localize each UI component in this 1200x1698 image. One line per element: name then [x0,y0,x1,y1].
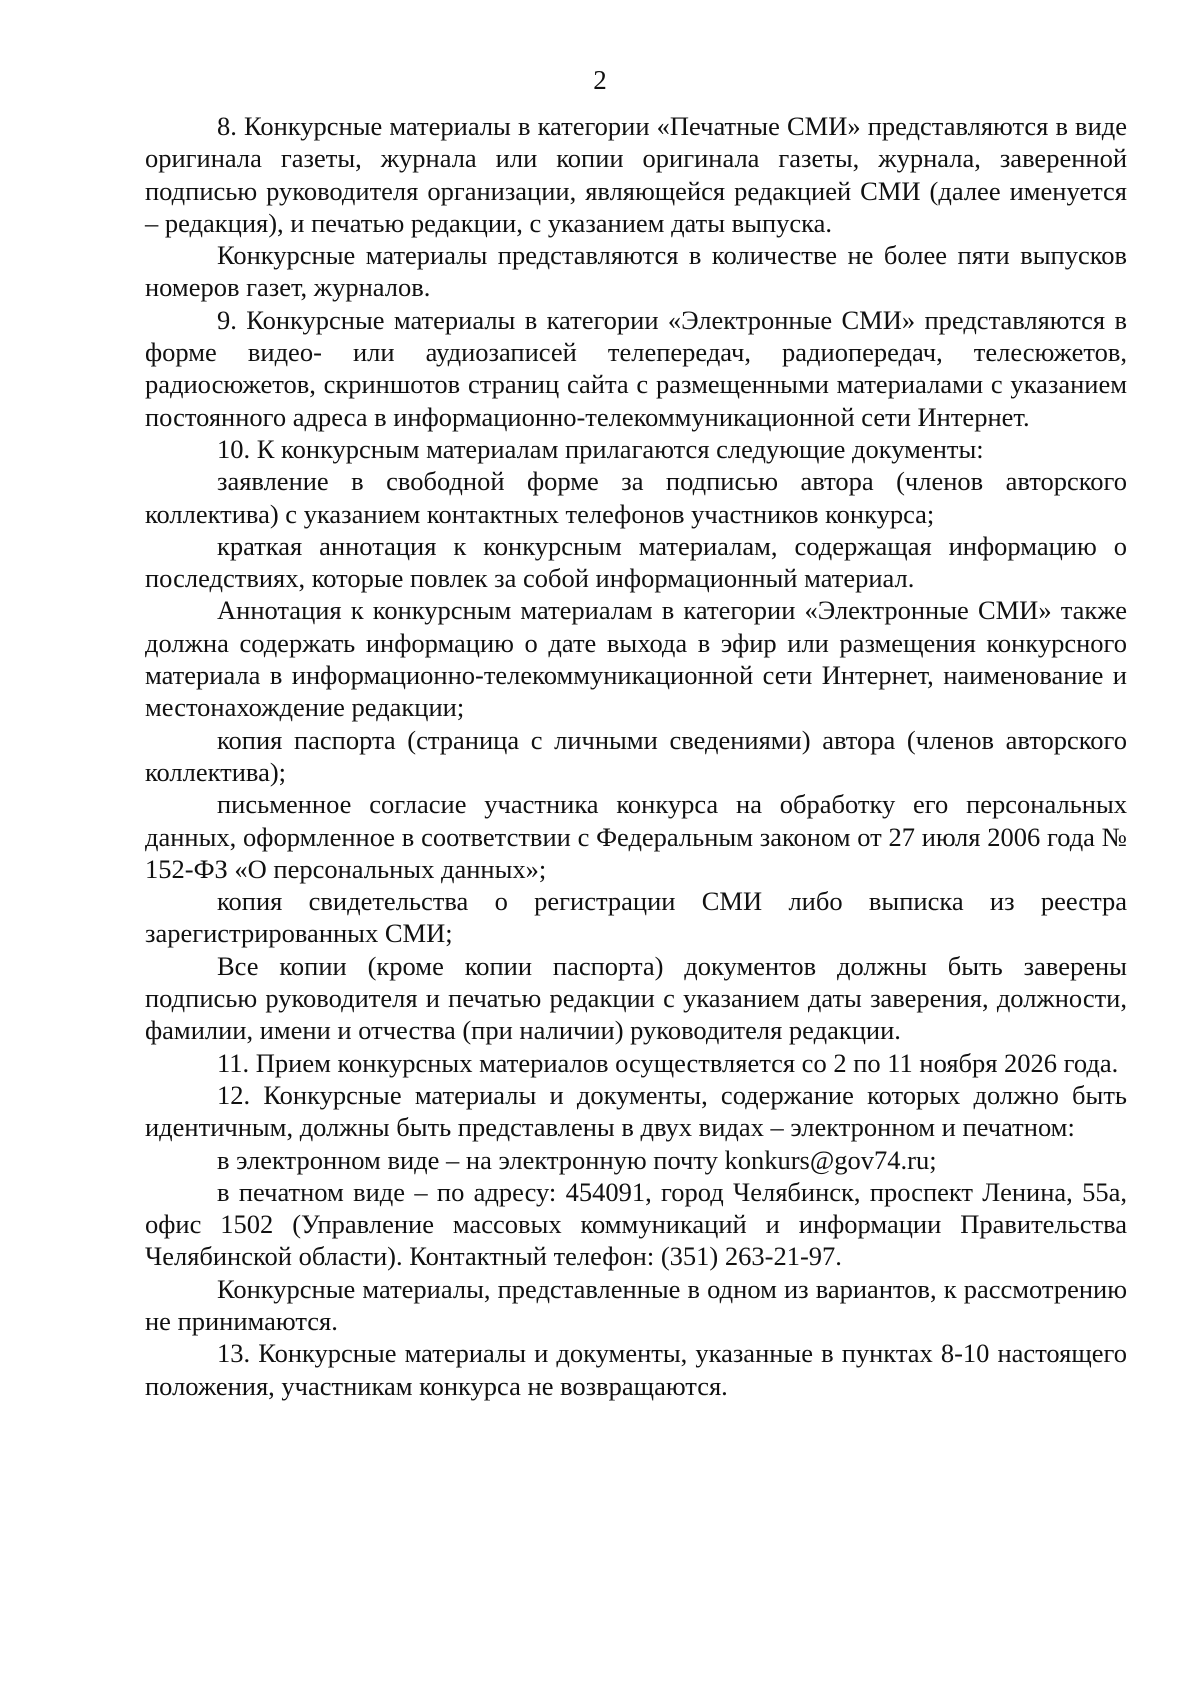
paragraph-12-printed: в печатном виде – по адресу: 454091, город Челябинск, проспект Ленина, 55а, офис 1502 (Управление массовых коммуникаций и информации Правительства Челябинской области). Контактный телефон: (351) 263-21-97. [145,1176,1127,1272]
document-body [145,110,1127,1402]
paragraph-12: 12. Конкурсные материалы и документы, содержание которых должно быть идентичным, должны быть представлены в двух видах – электронном и печатном: [145,1079,1127,1143]
paragraph-10-passport: копия паспорта (страница с личными сведениями) автора (членов авторского коллектива); [145,724,1127,787]
paragraph-10-annotation: краткая аннотация к конкурсным материалам, содержащая информацию о последствиях, которые повлек за собой информационный материал. [145,530,1127,594]
paragraph-8: 8. Конкурсные материалы в категории «Печатные СМИ» представляются в виде оригинала газеты, журнала или копии оригинала газеты, журнала, заверенной подписью руководителя организации, являющейся редакцией СМИ (далее именуется – редакция), и печатью редакции, с указанием даты выпуска. [145,111,1127,238]
paragraph-8-quantity: Конкурсные материалы представляются в количестве не более пяти выпусков номеров газет, журналов. [145,240,1127,303]
paragraph-10-annotation-electronic: Аннотация к конкурсным материалам в категории «Электронные СМИ» также должна содержать информацию о дате выхода в эфир или размещения конкурсного материала в информационно-телекоммуникационной сети Интернет, наименование и местонахождение редакции; [145,595,1127,723]
paragraph-10-application: заявление в свободной форме за подписью автора (членов авторского коллектива) с указанием контактных телефонов участников конкурса; [145,466,1127,529]
paragraph-12-electronic: в электронном виде – на электронную почту konkurs@gov74.ru; [217,1144,937,1175]
paragraph-12-rejection: Конкурсные материалы, представленные в одном из вариантов, к рассмотрению не принимаются. [145,1273,1127,1336]
paragraph-11: 11. Прием конкурсных материалов осуществляется со 2 по 11 ноября 2026 года. [217,1047,1119,1078]
paragraph-9: 9. Конкурсные материалы в категории «Электронные СМИ» представляются в форме видео- или аудиозаписей телепередач, радиопередач, телесюжетов, радиосюжетов, скриншотов страниц сайта с размещенными материалами с указанием постоянного адреса в информационно-телекоммуникационной сети Интернет. [145,304,1127,432]
paragraph-10: 10. К конкурсным материалам прилагаются следующие документы: [217,433,984,464]
paragraph-10-consent: письменное согласие участника конкурса на обработку его персональных данных, оформленное в соответствии с Федеральным законом от 27 июля 2006 года № 152-ФЗ «О персональных данных»; [145,789,1127,884]
page-number: 2 [593,65,607,95]
paragraph-10-registration: копия свидетельства о регистрации СМИ либо выписка из реестра зарегистрированных СМИ; [145,886,1127,949]
paragraph-13: 13. Конкурсные материалы и документы, указанные в пунктах 8-10 настоящего положения, участникам конкурса не возвращаются. [145,1338,1127,1401]
paragraph-10-certification: Все копии (кроме копии паспорта) документов должны быть заверены подписью руководителя и печатью редакции с указанием даты заверения, должности, фамилии, имени и отчества (при наличии) руководителя редакции. [145,950,1127,1046]
